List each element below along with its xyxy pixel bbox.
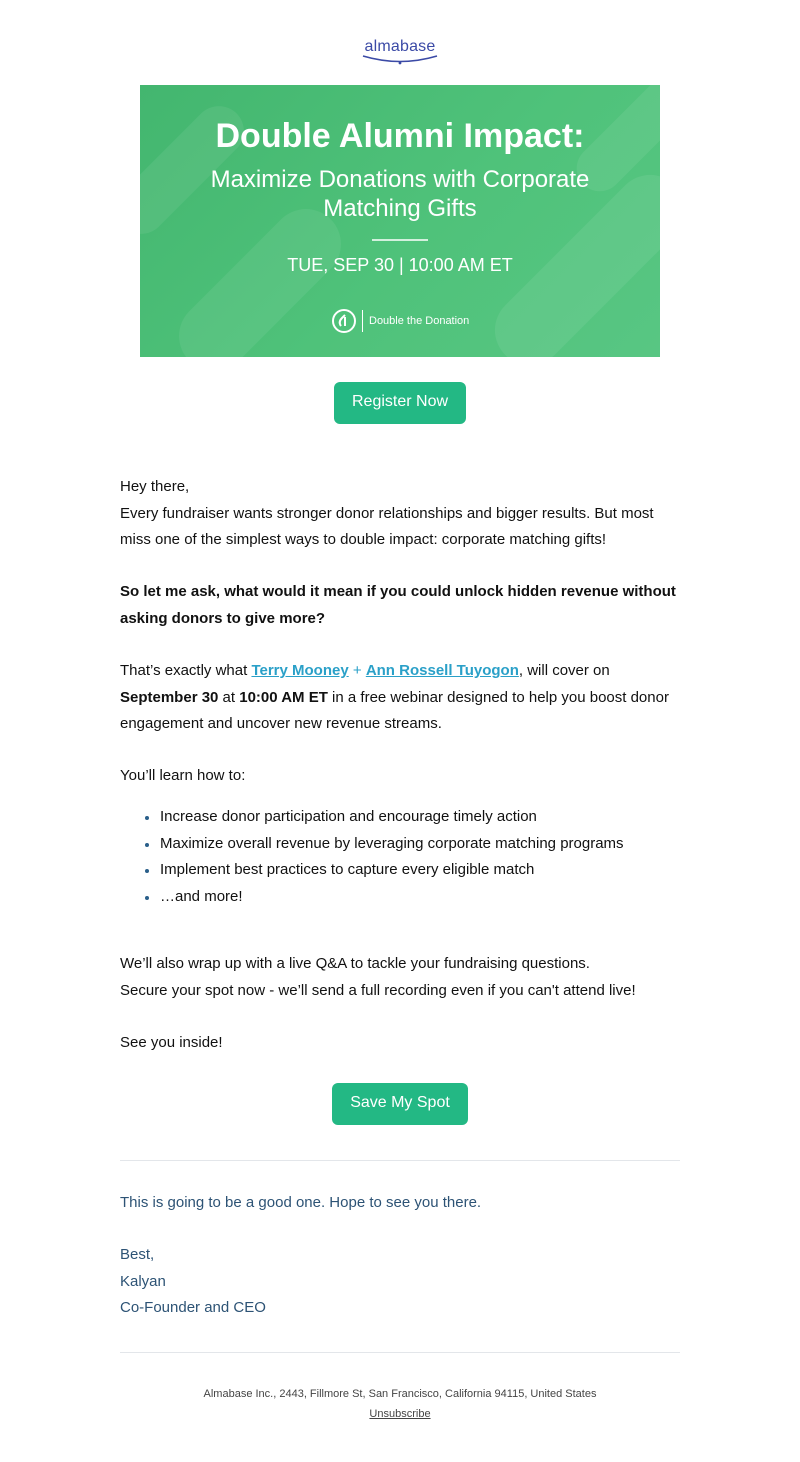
- qa-block: [120, 951, 680, 1004]
- qa-line: We’ll also wrap up with a live Q&A to tackle your fundraising questions.: [120, 955, 590, 972]
- banner-title: Double Alumni Impact:: [215, 117, 585, 155]
- webinar-date: September 30: [120, 688, 219, 706]
- webinar-time: 10:00 AM ET: [239, 688, 328, 706]
- brand-name: Double the Donation: [369, 315, 470, 327]
- learn-list: [120, 804, 680, 910]
- list-item: Implement best practices to capture every eligible match: [120, 857, 680, 884]
- register-now-button[interactable]: Register Now: [334, 382, 466, 424]
- save-my-spot-button[interactable]: Save My Spot: [332, 1083, 468, 1125]
- unsubscribe-link[interactable]: Unsubscribe: [369, 1408, 431, 1420]
- banner-subtitle-line1: Maximize Donations with Corporate: [210, 166, 590, 193]
- desc-at: at: [218, 688, 240, 706]
- footer-address: Almabase Inc., 2443, Fillmore St, San Francisco, California 94115, United States: [203, 1388, 597, 1400]
- footer-unsubscribe-wrap: [0, 1408, 800, 1420]
- logo-text: almabase: [364, 38, 436, 55]
- secure-line: Secure your spot now - we’ll send a full recording even if you can't attend live!: [120, 981, 636, 999]
- intro-paragraph: Every fundraiser wants stronger donor relationships and bigger results. But most miss one of the simplest ways to double impact: corporate matching gifts!: [120, 504, 654, 548]
- banner-divider: [372, 239, 428, 241]
- double-the-donation-icon: [332, 309, 356, 333]
- desc-mid: , will cover on: [518, 662, 610, 679]
- divider: [120, 1160, 680, 1161]
- signature-name: Kalyan: [120, 1272, 166, 1290]
- list-item: Maximize overall revenue by leveraging corporate matching programs: [120, 831, 680, 858]
- list-item: Increase donor participation and encourage timely action: [120, 804, 680, 831]
- brand-separator: [362, 310, 363, 332]
- learn-intro: You’ll learn how to:: [120, 767, 246, 784]
- banner-date: TUE, SEP 30 | 10:00 AM ET: [287, 255, 513, 275]
- desc-suffix: in a free webinar designed to help you boost donor engagement and uncover new revenue streams.: [120, 688, 669, 732]
- question-paragraph: So let me ask, what would it mean if you could unlock hidden revenue without asking donors to give more?: [120, 583, 676, 627]
- greeting: [120, 474, 680, 554]
- list-item: …and more!: [120, 884, 680, 911]
- double-the-donation-logo: [332, 307, 469, 335]
- see-you-text: See you inside!: [120, 1034, 223, 1051]
- speaker-plus: +: [348, 662, 366, 679]
- signature-block: [120, 1242, 680, 1322]
- divider: [120, 1352, 680, 1353]
- speaker-terry-mooney-link[interactable]: Terry Mooney: [251, 662, 349, 679]
- webinar-banner[interactable]: [140, 85, 660, 357]
- desc-prefix: That’s exactly what: [120, 662, 252, 679]
- banner-subtitle-line2: Matching Gifts: [323, 195, 477, 222]
- signature-role: Co-Founder and CEO: [120, 1299, 266, 1316]
- almabase-logo[interactable]: [0, 38, 800, 65]
- signature-best: Best,: [120, 1246, 155, 1263]
- closing-line: This is going to be a good one. Hope to see you there.: [120, 1194, 482, 1211]
- speaker-ann-rossell-tuyogon-link[interactable]: Ann Rossell Tuyogon: [365, 662, 519, 679]
- greeting-text: Hey there,: [120, 478, 190, 495]
- webinar-description: [120, 658, 680, 738]
